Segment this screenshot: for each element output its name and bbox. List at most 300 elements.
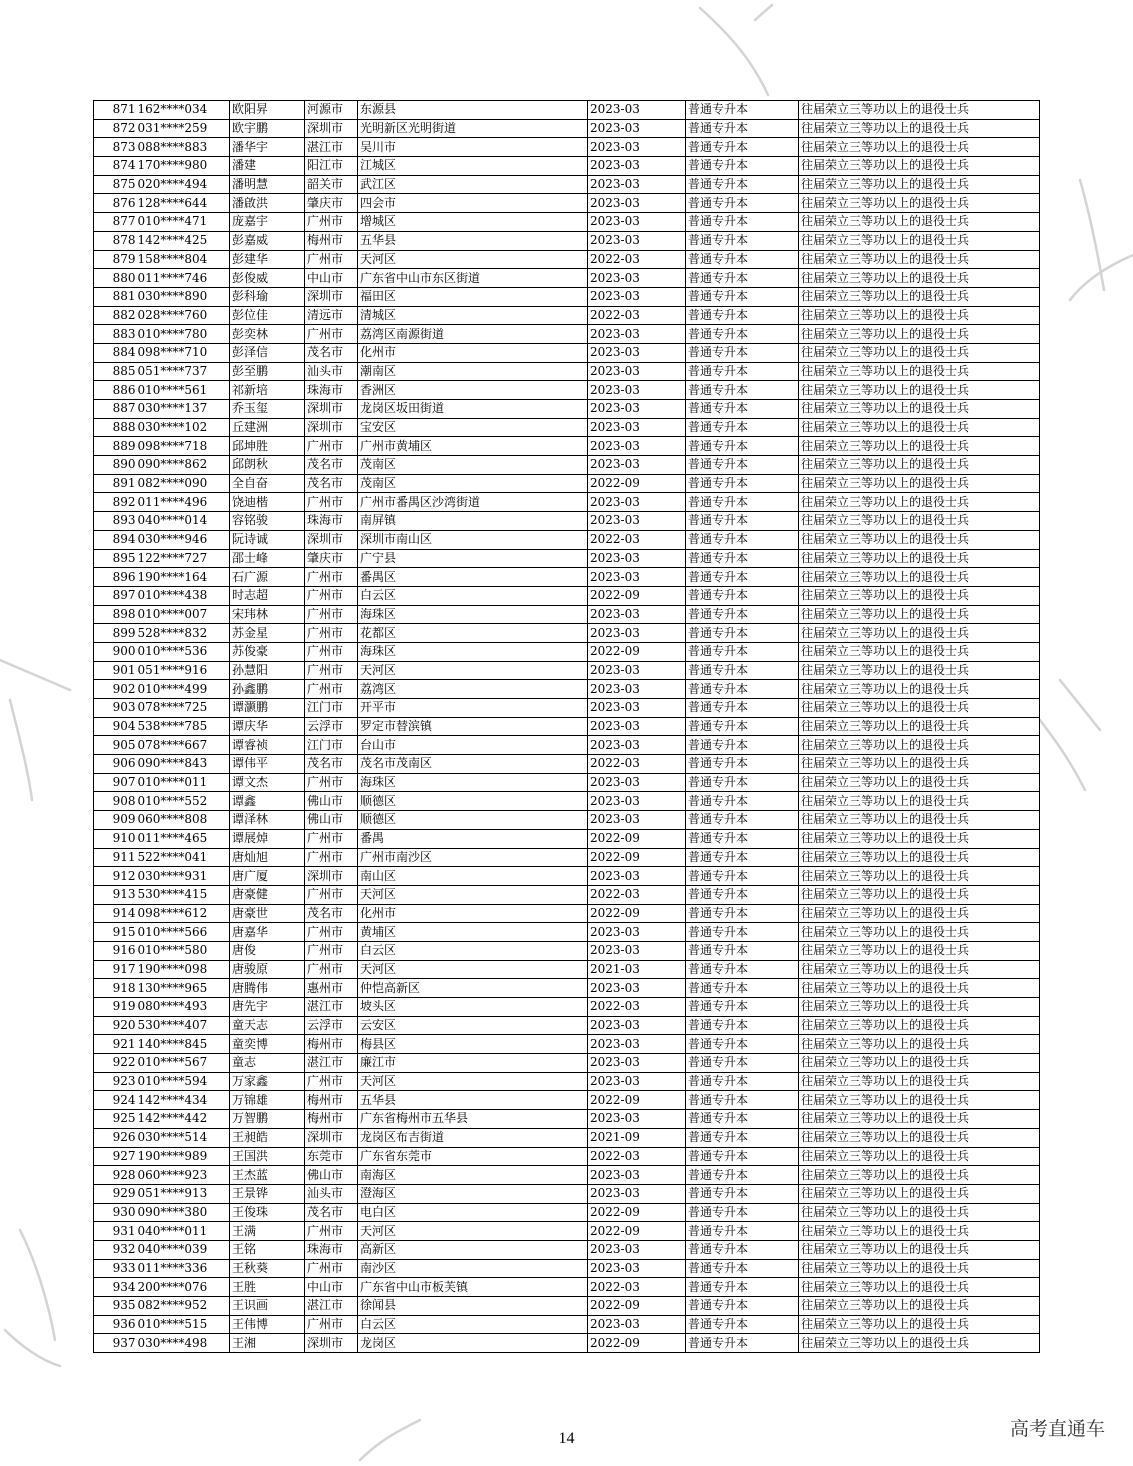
cell-type: 普通专升本 bbox=[686, 624, 799, 643]
cell-city: 佛山市 bbox=[305, 811, 358, 830]
cell-type: 普通专升本 bbox=[686, 1315, 799, 1334]
cell-name: 饶迪楷 bbox=[230, 493, 305, 512]
cell-seq: 930 bbox=[94, 1203, 137, 1222]
cell-type: 普通专升本 bbox=[686, 325, 799, 344]
cell-district: 广东省东莞市 bbox=[358, 1147, 588, 1166]
cell-category: 往届荣立三等功以上的退役士兵 bbox=[799, 549, 1040, 568]
cell-name: 童天志 bbox=[230, 1016, 305, 1035]
cell-date: 2022-09 bbox=[588, 474, 686, 493]
cell-id: 040****039 bbox=[137, 1240, 230, 1259]
cell-seq: 919 bbox=[94, 998, 137, 1017]
cell-id: 010****561 bbox=[137, 381, 230, 400]
cell-id: 140****845 bbox=[137, 1035, 230, 1054]
cell-date: 2023-03 bbox=[588, 157, 686, 176]
cell-date: 2023-03 bbox=[588, 867, 686, 886]
cell-seq: 915 bbox=[94, 923, 137, 942]
cell-city: 广州市 bbox=[305, 325, 358, 344]
cell-date: 2023-03 bbox=[588, 1016, 686, 1035]
cell-name: 唐豪健 bbox=[230, 885, 305, 904]
table-row bbox=[94, 549, 1040, 568]
table-row bbox=[94, 661, 1040, 680]
cell-category: 往届荣立三等功以上的退役士兵 bbox=[799, 1297, 1040, 1316]
cell-category: 往届荣立三等功以上的退役士兵 bbox=[799, 138, 1040, 157]
cell-name: 潘建 bbox=[230, 157, 305, 176]
cell-name: 宋玮林 bbox=[230, 605, 305, 624]
cell-type: 普通专升本 bbox=[686, 1054, 799, 1073]
cell-city: 茂名市 bbox=[305, 755, 358, 774]
cell-date: 2023-03 bbox=[588, 1166, 686, 1185]
cell-name: 王伟博 bbox=[230, 1315, 305, 1334]
cell-district: 广宁县 bbox=[358, 549, 588, 568]
cell-id: 010****552 bbox=[137, 792, 230, 811]
cell-district: 澄海区 bbox=[358, 1184, 588, 1203]
cell-id: 010****471 bbox=[137, 213, 230, 232]
table-row bbox=[94, 1184, 1040, 1203]
cell-seq: 920 bbox=[94, 1016, 137, 1035]
cell-id: 190****098 bbox=[137, 960, 230, 979]
cell-type: 普通专升本 bbox=[686, 269, 799, 288]
cell-district: 荔湾区南源街道 bbox=[358, 325, 588, 344]
cell-district: 龙岗区 bbox=[358, 1334, 588, 1353]
table-row bbox=[94, 755, 1040, 774]
cell-type: 普通专升本 bbox=[686, 699, 799, 718]
cell-district: 增城区 bbox=[358, 213, 588, 232]
table-row bbox=[94, 811, 1040, 830]
cell-district: 天河区 bbox=[358, 661, 588, 680]
cell-type: 普通专升本 bbox=[686, 418, 799, 437]
cell-seq: 883 bbox=[94, 325, 137, 344]
table-row bbox=[94, 456, 1040, 475]
cell-district: 白云区 bbox=[358, 1315, 588, 1334]
cell-category: 往届荣立三等功以上的退役士兵 bbox=[799, 287, 1040, 306]
cell-city: 广州市 bbox=[305, 773, 358, 792]
cell-city: 汕头市 bbox=[305, 362, 358, 381]
cell-category: 往届荣立三等功以上的退役士兵 bbox=[799, 530, 1040, 549]
cell-date: 2022-09 bbox=[588, 904, 686, 923]
cell-type: 普通专升本 bbox=[686, 661, 799, 680]
cell-category: 往届荣立三等功以上的退役士兵 bbox=[799, 1166, 1040, 1185]
admission-list-table bbox=[93, 100, 1040, 1353]
table-row bbox=[94, 1240, 1040, 1259]
cell-seq: 878 bbox=[94, 231, 137, 250]
cell-category: 往届荣立三等功以上的退役士兵 bbox=[799, 960, 1040, 979]
cell-district: 黄埔区 bbox=[358, 923, 588, 942]
cell-id: 031****259 bbox=[137, 119, 230, 138]
cell-city: 佛山市 bbox=[305, 1166, 358, 1185]
cell-date: 2023-03 bbox=[588, 624, 686, 643]
table-row bbox=[94, 231, 1040, 250]
cell-date: 2022-03 bbox=[588, 885, 686, 904]
cell-category: 往届荣立三等功以上的退役士兵 bbox=[799, 119, 1040, 138]
cell-district: 化州市 bbox=[358, 904, 588, 923]
cell-city: 湛江市 bbox=[305, 138, 358, 157]
cell-category: 往届荣立三等功以上的退役士兵 bbox=[799, 680, 1040, 699]
cell-date: 2023-03 bbox=[588, 362, 686, 381]
cell-name: 王昶皓 bbox=[230, 1128, 305, 1147]
cell-category: 往届荣立三等功以上的退役士兵 bbox=[799, 1128, 1040, 1147]
cell-id: 142****442 bbox=[137, 1110, 230, 1129]
cell-city: 广州市 bbox=[305, 642, 358, 661]
cell-id: 030****514 bbox=[137, 1128, 230, 1147]
cell-date: 2023-03 bbox=[588, 792, 686, 811]
cell-seq: 922 bbox=[94, 1054, 137, 1073]
cell-type: 普通专升本 bbox=[686, 680, 799, 699]
cell-name: 彭位佳 bbox=[230, 306, 305, 325]
cell-city: 东莞市 bbox=[305, 1147, 358, 1166]
cell-district: 海珠区 bbox=[358, 642, 588, 661]
cell-district: 海珠区 bbox=[358, 773, 588, 792]
cell-district: 天河区 bbox=[358, 250, 588, 269]
cell-id: 158****804 bbox=[137, 250, 230, 269]
cell-date: 2022-09 bbox=[588, 1203, 686, 1222]
cell-category: 往届荣立三等功以上的退役士兵 bbox=[799, 1184, 1040, 1203]
cell-city: 广州市 bbox=[305, 250, 358, 269]
cell-type: 普通专升本 bbox=[686, 287, 799, 306]
cell-district: 广州市黄埔区 bbox=[358, 437, 588, 456]
cell-category: 往届荣立三等功以上的退役士兵 bbox=[799, 1110, 1040, 1129]
table-row bbox=[94, 848, 1040, 867]
cell-city: 广州市 bbox=[305, 829, 358, 848]
cell-type: 普通专升本 bbox=[686, 138, 799, 157]
cell-name: 王胜 bbox=[230, 1278, 305, 1297]
cell-type: 普通专升本 bbox=[686, 811, 799, 830]
cell-name: 邵士峰 bbox=[230, 549, 305, 568]
cell-city: 广州市 bbox=[305, 1072, 358, 1091]
table-row bbox=[94, 605, 1040, 624]
table-row bbox=[94, 885, 1040, 904]
cell-category: 往届荣立三等功以上的退役士兵 bbox=[799, 586, 1040, 605]
table-row bbox=[94, 1222, 1040, 1241]
cell-type: 普通专升本 bbox=[686, 605, 799, 624]
cell-type: 普通专升本 bbox=[686, 381, 799, 400]
table-row bbox=[94, 1128, 1040, 1147]
cell-district: 清城区 bbox=[358, 306, 588, 325]
cell-city: 梅州市 bbox=[305, 1035, 358, 1054]
cell-date: 2023-03 bbox=[588, 736, 686, 755]
cell-type: 普通专升本 bbox=[686, 474, 799, 493]
cell-date: 2023-03 bbox=[588, 418, 686, 437]
cell-category: 往届荣立三等功以上的退役士兵 bbox=[799, 867, 1040, 886]
cell-category: 往届荣立三等功以上的退役士兵 bbox=[799, 474, 1040, 493]
cell-id: 011****746 bbox=[137, 269, 230, 288]
cell-name: 谭伟平 bbox=[230, 755, 305, 774]
cell-city: 广州市 bbox=[305, 680, 358, 699]
cell-district: 香洲区 bbox=[358, 381, 588, 400]
cell-date: 2023-03 bbox=[588, 549, 686, 568]
cell-district: 南山区 bbox=[358, 867, 588, 886]
table-row bbox=[94, 1054, 1040, 1073]
cell-seq: 923 bbox=[94, 1072, 137, 1091]
table-row bbox=[94, 213, 1040, 232]
cell-name: 邱朗秋 bbox=[230, 456, 305, 475]
cell-district: 深圳市南山区 bbox=[358, 530, 588, 549]
cell-type: 普通专升本 bbox=[686, 250, 799, 269]
table-row bbox=[94, 194, 1040, 213]
cell-category: 往届荣立三等功以上的退役士兵 bbox=[799, 1091, 1040, 1110]
cell-type: 普通专升本 bbox=[686, 1297, 799, 1316]
cell-seq: 892 bbox=[94, 493, 137, 512]
cell-date: 2023-03 bbox=[588, 269, 686, 288]
cell-district: 顺德区 bbox=[358, 792, 588, 811]
cell-id: 098****612 bbox=[137, 904, 230, 923]
cell-id: 051****916 bbox=[137, 661, 230, 680]
cell-city: 深圳市 bbox=[305, 1128, 358, 1147]
table-row bbox=[94, 119, 1040, 138]
cell-city: 云浮市 bbox=[305, 1016, 358, 1035]
cell-type: 普通专升本 bbox=[686, 923, 799, 942]
cell-name: 孙慧阳 bbox=[230, 661, 305, 680]
cell-name: 欧阳昇 bbox=[230, 101, 305, 120]
table-row bbox=[94, 1315, 1040, 1334]
table-row bbox=[94, 269, 1040, 288]
cell-seq: 921 bbox=[94, 1035, 137, 1054]
cell-date: 2023-03 bbox=[588, 1184, 686, 1203]
cell-seq: 884 bbox=[94, 343, 137, 362]
cell-name: 丘建洲 bbox=[230, 418, 305, 437]
table-row bbox=[94, 1147, 1040, 1166]
cell-seq: 874 bbox=[94, 157, 137, 176]
cell-category: 往届荣立三等功以上的退役士兵 bbox=[799, 362, 1040, 381]
cell-seq: 935 bbox=[94, 1297, 137, 1316]
cell-seq: 887 bbox=[94, 400, 137, 419]
cell-category: 往届荣立三等功以上的退役士兵 bbox=[799, 512, 1040, 531]
cell-city: 广州市 bbox=[305, 624, 358, 643]
cell-city: 佛山市 bbox=[305, 792, 358, 811]
cell-type: 普通专升本 bbox=[686, 998, 799, 1017]
cell-date: 2023-03 bbox=[588, 493, 686, 512]
cell-id: 030****137 bbox=[137, 400, 230, 419]
cell-city: 梅州市 bbox=[305, 1091, 358, 1110]
cell-city: 云浮市 bbox=[305, 717, 358, 736]
table-row bbox=[94, 960, 1040, 979]
cell-date: 2023-03 bbox=[588, 811, 686, 830]
cell-district: 天河区 bbox=[358, 885, 588, 904]
cell-seq: 898 bbox=[94, 605, 137, 624]
table-row bbox=[94, 175, 1040, 194]
cell-district: 潮南区 bbox=[358, 362, 588, 381]
cell-seq: 879 bbox=[94, 250, 137, 269]
cell-type: 普通专升本 bbox=[686, 1278, 799, 1297]
cell-district: 四会市 bbox=[358, 194, 588, 213]
cell-date: 2023-03 bbox=[588, 680, 686, 699]
cell-city: 汕头市 bbox=[305, 1184, 358, 1203]
cell-seq: 873 bbox=[94, 138, 137, 157]
table-row bbox=[94, 717, 1040, 736]
cell-name: 彭科瑜 bbox=[230, 287, 305, 306]
cell-name: 石广源 bbox=[230, 568, 305, 587]
cell-category: 往届荣立三等功以上的退役士兵 bbox=[799, 1259, 1040, 1278]
cell-seq: 912 bbox=[94, 867, 137, 886]
cell-district: 茂南区 bbox=[358, 456, 588, 475]
cell-city: 深圳市 bbox=[305, 119, 358, 138]
cell-type: 普通专升本 bbox=[686, 1259, 799, 1278]
cell-category: 往届荣立三等功以上的退役士兵 bbox=[799, 456, 1040, 475]
cell-category: 往届荣立三等功以上的退役士兵 bbox=[799, 213, 1040, 232]
cell-category: 往届荣立三等功以上的退役士兵 bbox=[799, 400, 1040, 419]
cell-district: 白云区 bbox=[358, 941, 588, 960]
cell-category: 往届荣立三等功以上的退役士兵 bbox=[799, 848, 1040, 867]
cell-district: 花都区 bbox=[358, 624, 588, 643]
cell-name: 潘华宇 bbox=[230, 138, 305, 157]
table-row bbox=[94, 586, 1040, 605]
cell-date: 2023-03 bbox=[588, 1054, 686, 1073]
cell-category: 往届荣立三等功以上的退役士兵 bbox=[799, 1278, 1040, 1297]
cell-type: 普通专升本 bbox=[686, 568, 799, 587]
cell-seq: 881 bbox=[94, 287, 137, 306]
cell-seq: 910 bbox=[94, 829, 137, 848]
cell-name: 阮诗诚 bbox=[230, 530, 305, 549]
cell-district: 天河区 bbox=[358, 1072, 588, 1091]
cell-district: 武江区 bbox=[358, 175, 588, 194]
table-row bbox=[94, 437, 1040, 456]
cell-seq: 876 bbox=[94, 194, 137, 213]
cell-date: 2023-03 bbox=[588, 661, 686, 680]
cell-city: 深圳市 bbox=[305, 418, 358, 437]
cell-date: 2023-03 bbox=[588, 213, 686, 232]
cell-name: 彭泽信 bbox=[230, 343, 305, 362]
cell-district: 高新区 bbox=[358, 1240, 588, 1259]
cell-seq: 929 bbox=[94, 1184, 137, 1203]
cell-id: 010****007 bbox=[137, 605, 230, 624]
cell-city: 广州市 bbox=[305, 960, 358, 979]
cell-category: 往届荣立三等功以上的退役士兵 bbox=[799, 661, 1040, 680]
table-row bbox=[94, 362, 1040, 381]
cell-district: 顺德区 bbox=[358, 811, 588, 830]
cell-category: 往届荣立三等功以上的退役士兵 bbox=[799, 1147, 1040, 1166]
cell-district: 天河区 bbox=[358, 1222, 588, 1241]
cell-name: 王满 bbox=[230, 1222, 305, 1241]
cell-name: 王国洪 bbox=[230, 1147, 305, 1166]
cell-id: 010****515 bbox=[137, 1315, 230, 1334]
cell-name: 王俊珠 bbox=[230, 1203, 305, 1222]
cell-city: 梅州市 bbox=[305, 231, 358, 250]
cell-id: 088****883 bbox=[137, 138, 230, 157]
cell-type: 普通专升本 bbox=[686, 904, 799, 923]
brand-label: 高考直通车 bbox=[1009, 1418, 1105, 1440]
cell-seq: 932 bbox=[94, 1240, 137, 1259]
table-row bbox=[94, 381, 1040, 400]
cell-name: 谭睿祯 bbox=[230, 736, 305, 755]
cell-city: 茂名市 bbox=[305, 474, 358, 493]
cell-name: 祁新培 bbox=[230, 381, 305, 400]
cell-id: 010****567 bbox=[137, 1054, 230, 1073]
cell-category: 往届荣立三等功以上的退役士兵 bbox=[799, 979, 1040, 998]
cell-type: 普通专升本 bbox=[686, 119, 799, 138]
cell-name: 谭灏鹏 bbox=[230, 699, 305, 718]
cell-id: 030****498 bbox=[137, 1334, 230, 1353]
table-row bbox=[94, 343, 1040, 362]
cell-type: 普通专升本 bbox=[686, 941, 799, 960]
cell-name: 王湘 bbox=[230, 1334, 305, 1353]
table-row bbox=[94, 904, 1040, 923]
cell-type: 普通专升本 bbox=[686, 1240, 799, 1259]
cell-city: 深圳市 bbox=[305, 530, 358, 549]
cell-date: 2023-03 bbox=[588, 400, 686, 419]
cell-name: 彭建华 bbox=[230, 250, 305, 269]
cell-id: 020****494 bbox=[137, 175, 230, 194]
cell-city: 广州市 bbox=[305, 605, 358, 624]
cell-district: 宝安区 bbox=[358, 418, 588, 437]
cell-category: 往届荣立三等功以上的退役士兵 bbox=[799, 418, 1040, 437]
cell-date: 2022-09 bbox=[588, 586, 686, 605]
cell-id: 090****843 bbox=[137, 755, 230, 774]
cell-city: 阳江市 bbox=[305, 157, 358, 176]
cell-category: 往届荣立三等功以上的退役士兵 bbox=[799, 1016, 1040, 1035]
cell-id: 190****164 bbox=[137, 568, 230, 587]
table-row bbox=[94, 568, 1040, 587]
cell-city: 肇庆市 bbox=[305, 549, 358, 568]
cell-category: 往届荣立三等功以上的退役士兵 bbox=[799, 885, 1040, 904]
cell-category: 往届荣立三等功以上的退役士兵 bbox=[799, 624, 1040, 643]
cell-name: 彭嘉威 bbox=[230, 231, 305, 250]
cell-name: 苏俊豪 bbox=[230, 642, 305, 661]
cell-id: 028****760 bbox=[137, 306, 230, 325]
cell-district: 东源县 bbox=[358, 101, 588, 120]
cell-id: 090****862 bbox=[137, 456, 230, 475]
cell-seq: 889 bbox=[94, 437, 137, 456]
cell-type: 普通专升本 bbox=[686, 1203, 799, 1222]
cell-id: 010****566 bbox=[137, 923, 230, 942]
cell-name: 时志超 bbox=[230, 586, 305, 605]
cell-city: 茂名市 bbox=[305, 904, 358, 923]
cell-category: 往届荣立三等功以上的退役士兵 bbox=[799, 736, 1040, 755]
table-row bbox=[94, 474, 1040, 493]
cell-district: 坡头区 bbox=[358, 998, 588, 1017]
cell-city: 深圳市 bbox=[305, 287, 358, 306]
cell-date: 2023-03 bbox=[588, 1110, 686, 1129]
cell-name: 潘啟洪 bbox=[230, 194, 305, 213]
cell-date: 2023-03 bbox=[588, 437, 686, 456]
cell-category: 往届荣立三等功以上的退役士兵 bbox=[799, 194, 1040, 213]
cell-name: 谭文杰 bbox=[230, 773, 305, 792]
cell-type: 普通专升本 bbox=[686, 1334, 799, 1353]
cell-type: 普通专升本 bbox=[686, 1016, 799, 1035]
cell-city: 梅州市 bbox=[305, 1110, 358, 1129]
cell-date: 2023-03 bbox=[588, 381, 686, 400]
cell-id: 011****336 bbox=[137, 1259, 230, 1278]
cell-seq: 900 bbox=[94, 642, 137, 661]
cell-district: 广东省中山市东区街道 bbox=[358, 269, 588, 288]
cell-date: 2022-03 bbox=[588, 250, 686, 269]
cell-city: 广州市 bbox=[305, 885, 358, 904]
cell-id: 200****076 bbox=[137, 1278, 230, 1297]
cell-id: 011****496 bbox=[137, 493, 230, 512]
cell-id: 170****980 bbox=[137, 157, 230, 176]
cell-date: 2023-03 bbox=[588, 194, 686, 213]
cell-date: 2022-09 bbox=[588, 1091, 686, 1110]
cell-date: 2022-03 bbox=[588, 755, 686, 774]
cell-category: 往届荣立三等功以上的退役士兵 bbox=[799, 269, 1040, 288]
cell-id: 010****536 bbox=[137, 642, 230, 661]
cell-type: 普通专升本 bbox=[686, 437, 799, 456]
cell-category: 往届荣立三等功以上的退役士兵 bbox=[799, 904, 1040, 923]
cell-name: 王秋葵 bbox=[230, 1259, 305, 1278]
cell-name: 唐俊 bbox=[230, 941, 305, 960]
cell-district: 南沙区 bbox=[358, 1259, 588, 1278]
cell-id: 030****890 bbox=[137, 287, 230, 306]
cell-date: 2023-03 bbox=[588, 979, 686, 998]
cell-city: 珠海市 bbox=[305, 512, 358, 531]
cell-type: 普通专升本 bbox=[686, 642, 799, 661]
cell-type: 普通专升本 bbox=[686, 175, 799, 194]
cell-type: 普通专升本 bbox=[686, 755, 799, 774]
table-row bbox=[94, 1334, 1040, 1353]
cell-district: 江城区 bbox=[358, 157, 588, 176]
cell-id: 010****580 bbox=[137, 941, 230, 960]
cell-category: 往届荣立三等功以上的退役士兵 bbox=[799, 175, 1040, 194]
cell-category: 往届荣立三等功以上的退役士兵 bbox=[799, 755, 1040, 774]
cell-district: 五华县 bbox=[358, 1091, 588, 1110]
